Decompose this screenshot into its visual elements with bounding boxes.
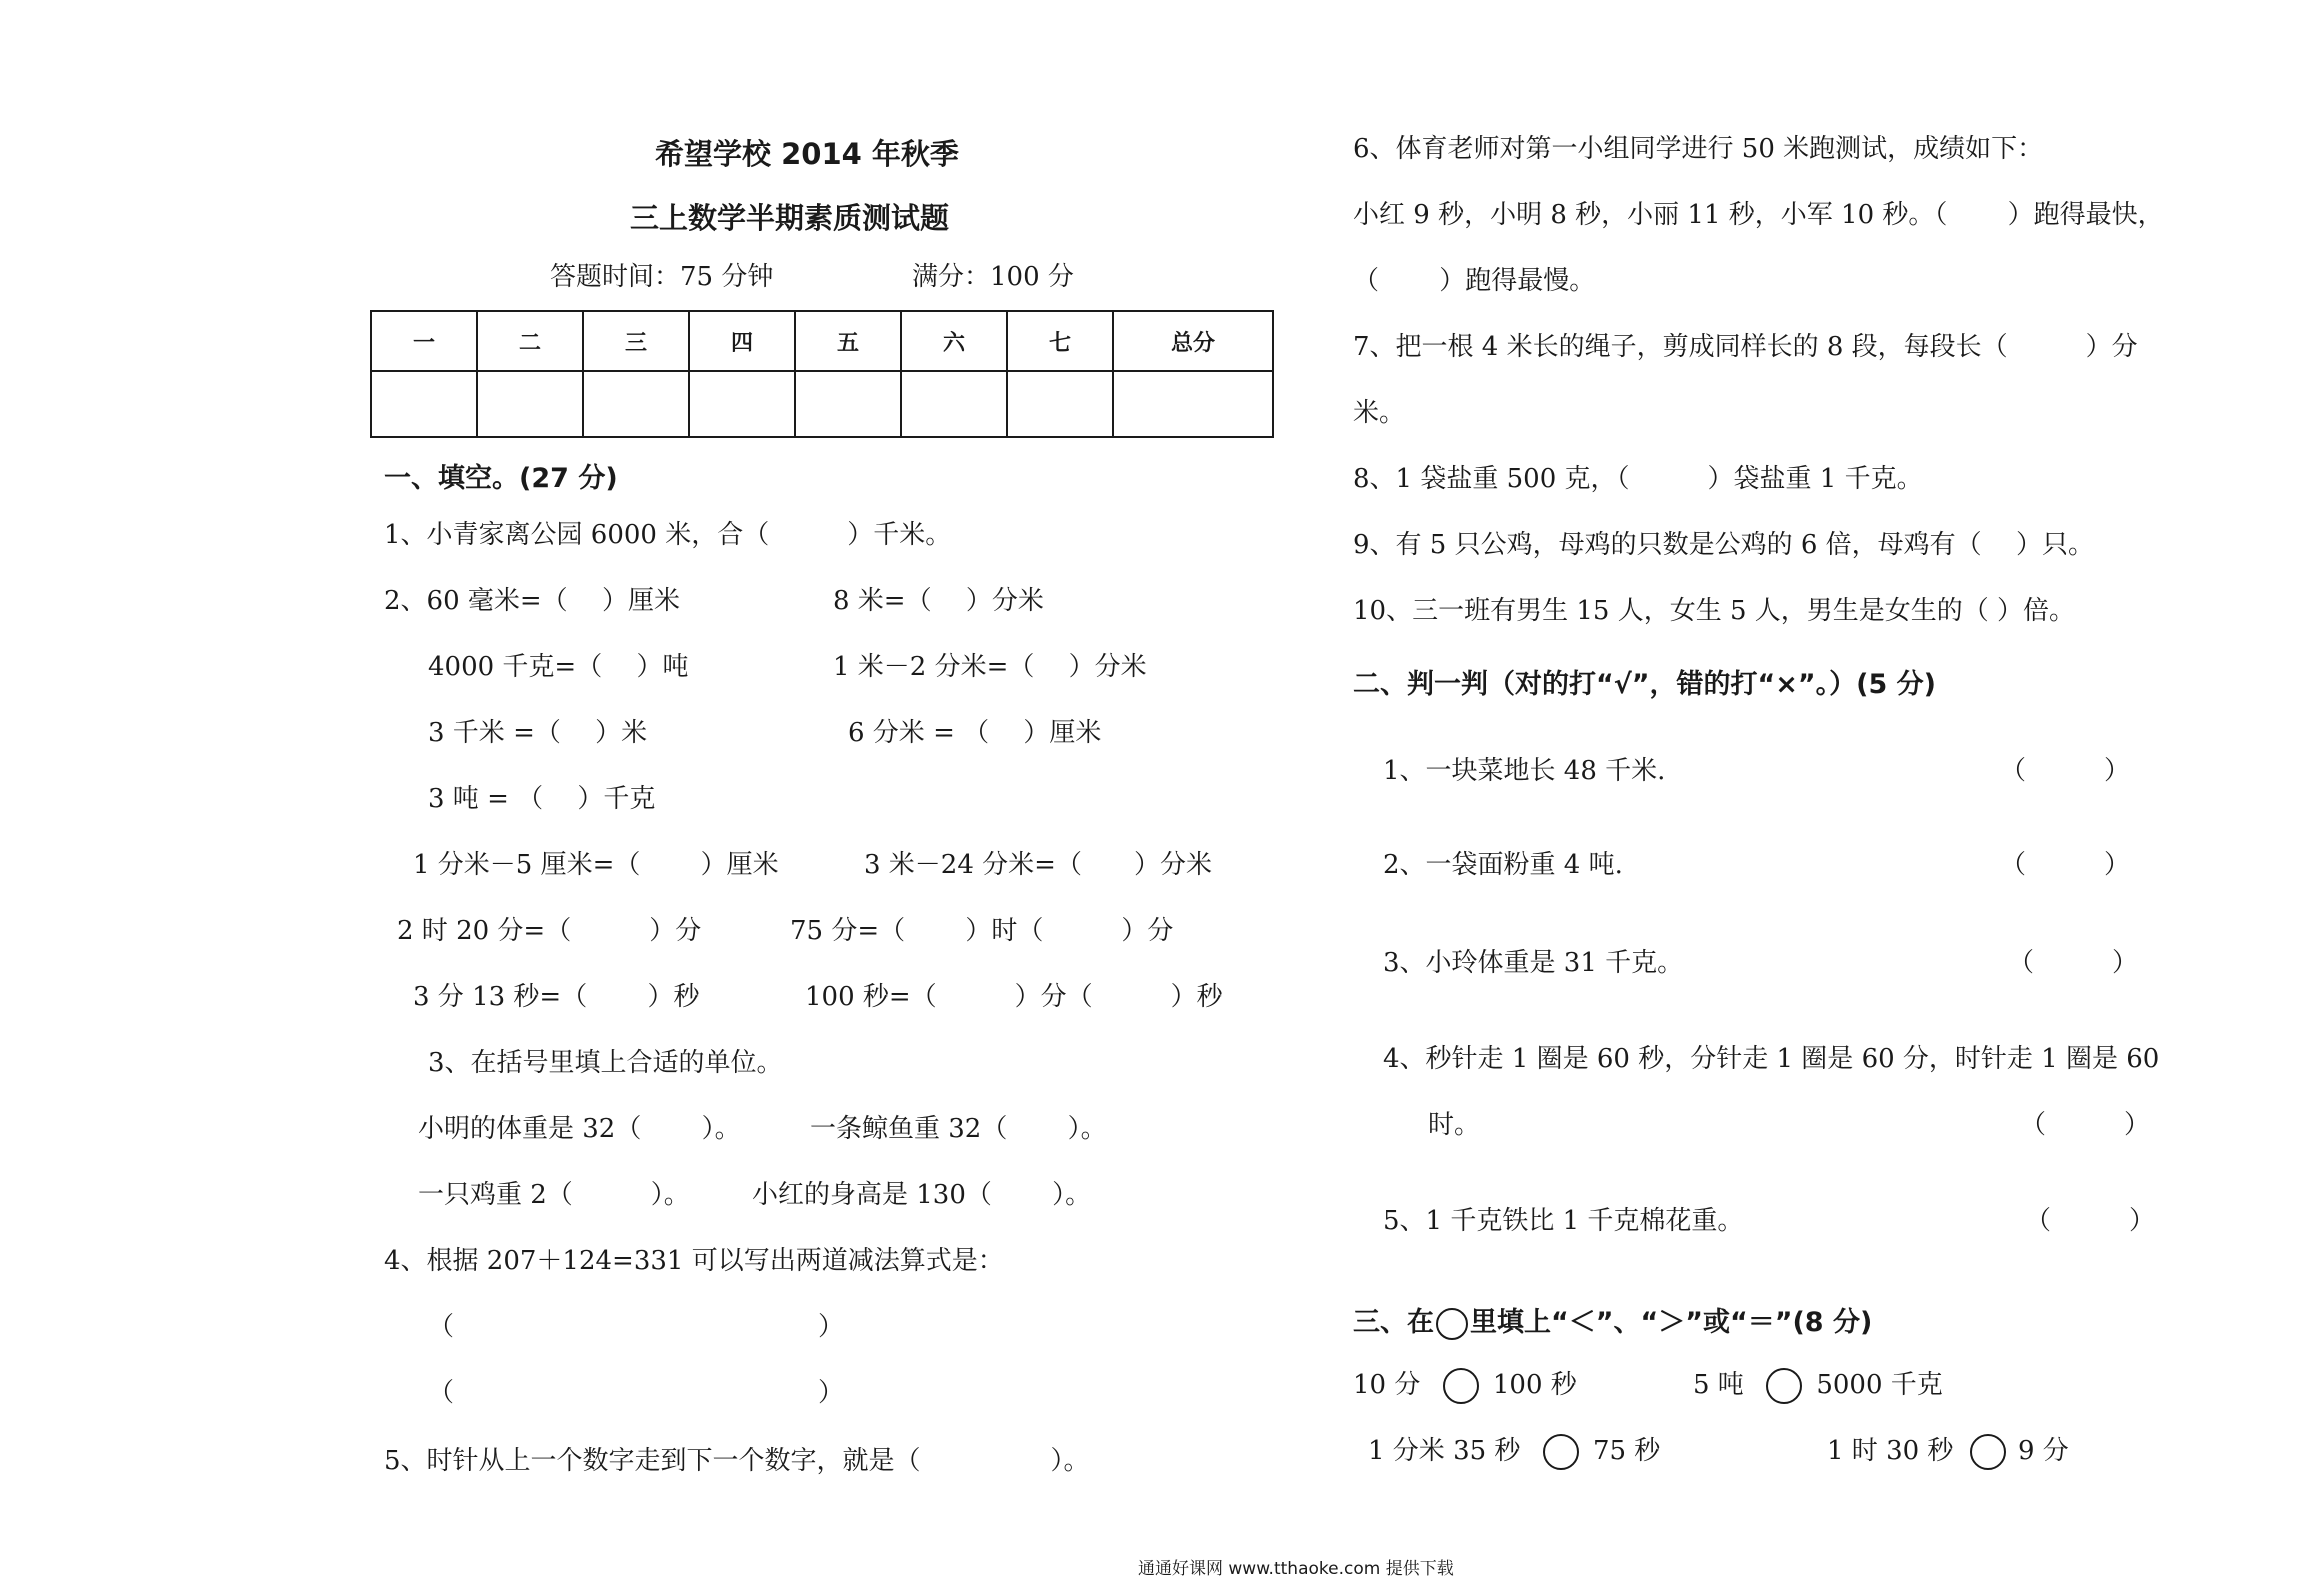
question-4-blank-2[interactable]: （ ）	[428, 1378, 845, 1408]
question-2i: 3 米－24 分米=（ ）分米	[864, 850, 1212, 880]
compare-3	[1368, 1434, 1660, 1470]
question-2k: 75 分=（ ）时（ ）分	[790, 916, 1174, 946]
score-blank-cell[interactable]	[371, 371, 477, 437]
exam-title-line1: 希望学校 2014 年秋季	[655, 137, 959, 171]
compare-4-right: 9 分	[2017, 1436, 2069, 1466]
section-3-heading	[1353, 1300, 1872, 1340]
score-blank-cell[interactable]	[689, 371, 795, 437]
judge-3: 3、小玲体重是 31 千克。	[1383, 948, 1684, 978]
question-2d: 1 米－2 分米=（ ）分米	[833, 652, 1147, 682]
score-header-cell: 一	[371, 311, 477, 371]
question-6-line2: 小红 9 秒，小明 8 秒，小丽 11 秒，小军 10 秒。（ ）跑得最快，	[1353, 200, 2164, 230]
score-header-cell: 六	[901, 311, 1007, 371]
question-3: 3、在括号里填上合适的单位。	[428, 1048, 783, 1078]
section-2-heading: 二、判一判（对的打“√”，错的打“×”。）(5 分)	[1353, 669, 1936, 700]
compare-3-right: 75 秒	[1592, 1436, 1661, 1466]
compare-2-left: 5 吨	[1693, 1370, 1744, 1400]
judge-2: 2、一袋面粉重 4 吨.	[1383, 850, 1623, 880]
judge-1-answer[interactable]: （ ）	[2000, 756, 2131, 786]
question-2f: 6 分米 = （ ）厘米	[848, 718, 1102, 748]
compare-4-left: 1 时 30 秒	[1827, 1436, 1954, 1466]
judge-1: 1、一块菜地长 48 千米.	[1383, 756, 1666, 786]
score-header-cell: 三	[583, 311, 689, 371]
exam-full-score: 满分：100 分	[912, 262, 1074, 292]
judge-4-answer[interactable]: （ ）	[2020, 1110, 2151, 1140]
compare-3-left: 1 分米 35 秒	[1368, 1436, 1521, 1466]
judge-2-answer[interactable]: （ ）	[2000, 850, 2131, 880]
section-3-heading-part1: 三、在	[1353, 1307, 1434, 1338]
question-10: 10、三一班有男生 15 人，女生 5 人，男生是女生的（ ）倍。	[1353, 596, 2076, 626]
question-2l: 3 分 13 秒=（ ）秒	[413, 982, 700, 1012]
score-header-cell: 五	[795, 311, 901, 371]
score-header-cell-total: 总分	[1113, 311, 1273, 371]
compare-4-circle[interactable]	[1970, 1434, 2006, 1470]
judge-5: 5、1 千克铁比 1 千克棉花重。	[1383, 1206, 1744, 1236]
question-8: 8、1 袋盐重 500 克，（ ）袋盐重 1 千克。	[1353, 464, 1923, 494]
question-5: 5、时针从上一个数字走到下一个数字，就是（ ）。	[384, 1446, 1090, 1476]
question-7-line2: 米。	[1353, 398, 1406, 428]
question-3d: 小红的身高是 130（ ）。	[752, 1180, 1092, 1210]
score-header-cell: 七	[1007, 311, 1113, 371]
section-1-heading: 一、填空。(27 分)	[384, 463, 618, 494]
question-2m: 100 秒=（ ）分（ ）秒	[805, 982, 1223, 1012]
judge-5-answer[interactable]: （ ）	[2025, 1206, 2156, 1236]
question-1: 1、小青家离公园 6000 米，合（ ）千米。	[384, 520, 952, 550]
compare-1-left: 10 分	[1353, 1370, 1421, 1400]
question-3c: 一只鸡重 2（ ）。	[418, 1180, 690, 1210]
compare-2	[1693, 1368, 1943, 1404]
score-blank-cell[interactable]	[477, 371, 583, 437]
score-table-header-row	[371, 311, 1273, 371]
question-6: 6、体育老师对第一小组同学进行 50 米跑测试，成绩如下：	[1353, 134, 2044, 164]
score-header-cell: 四	[689, 311, 795, 371]
question-2e: 3 千米 =（ ）米	[428, 718, 648, 748]
compare-2-right: 5000 千克	[1816, 1370, 1943, 1400]
question-4: 4、根据 207＋124=331 可以写出两道减法算式是：	[384, 1246, 1004, 1276]
question-3b: 一条鲸鱼重 32（ ）。	[810, 1114, 1107, 1144]
compare-2-circle[interactable]	[1766, 1368, 1802, 1404]
question-6-line3: （ ）跑得最慢。	[1353, 266, 1596, 296]
compare-4	[1827, 1434, 2069, 1470]
circle-icon	[1436, 1308, 1468, 1340]
question-7: 7、把一根 4 米长的绳子，剪成同样长的 8 段，每段长（ ）分	[1353, 332, 2138, 362]
judge-4: 4、秒针走 1 圈是 60 秒，分针走 1 圈是 60 分，时针走 1 圈是 60	[1383, 1044, 2160, 1074]
compare-3-circle[interactable]	[1543, 1434, 1579, 1470]
question-2j: 2 时 20 分=（ ）分	[397, 916, 702, 946]
question-3a: 小明的体重是 32（ ）。	[418, 1114, 741, 1144]
exam-time: 答题时间：75 分钟	[550, 262, 774, 292]
question-9: 9、有 5 只公鸡，母鸡的只数是公鸡的 6 倍，母鸡有（ ）只。	[1353, 530, 2094, 560]
judge-4-line2: 时。	[1428, 1110, 1481, 1140]
score-blank-cell[interactable]	[1007, 371, 1113, 437]
judge-3-answer[interactable]: （ ）	[2008, 948, 2139, 978]
compare-1-right: 100 秒	[1492, 1370, 1577, 1400]
question-4-blank-1[interactable]: （ ）	[428, 1312, 845, 1342]
score-header-cell: 二	[477, 311, 583, 371]
question-2b: 8 米=（ ）分米	[833, 586, 1044, 616]
section-3-heading-part2: 里填上“＜”、“＞”或“＝”(8 分)	[1470, 1307, 1873, 1338]
question-2c: 4000 千克=（ ）吨	[428, 652, 689, 682]
score-blank-cell[interactable]	[1113, 371, 1273, 437]
question-2g: 3 吨 = （ ）千克	[428, 784, 656, 814]
question-2h: 1 分米－5 厘米=（ ）厘米	[413, 850, 779, 880]
question-2a: 2、60 毫米=（ ）厘米	[384, 586, 680, 616]
compare-1-circle[interactable]	[1443, 1368, 1479, 1404]
score-blank-cell[interactable]	[583, 371, 689, 437]
compare-1	[1353, 1368, 1577, 1404]
score-blank-cell[interactable]	[901, 371, 1007, 437]
score-table-blank-row	[371, 371, 1273, 437]
score-table	[370, 310, 1274, 438]
page-footer: 通通好课网 www.tthaoke.com 提供下载	[1138, 1559, 1454, 1579]
score-blank-cell[interactable]	[795, 371, 901, 437]
exam-title-line2: 三上数学半期素质测试题	[630, 201, 950, 235]
